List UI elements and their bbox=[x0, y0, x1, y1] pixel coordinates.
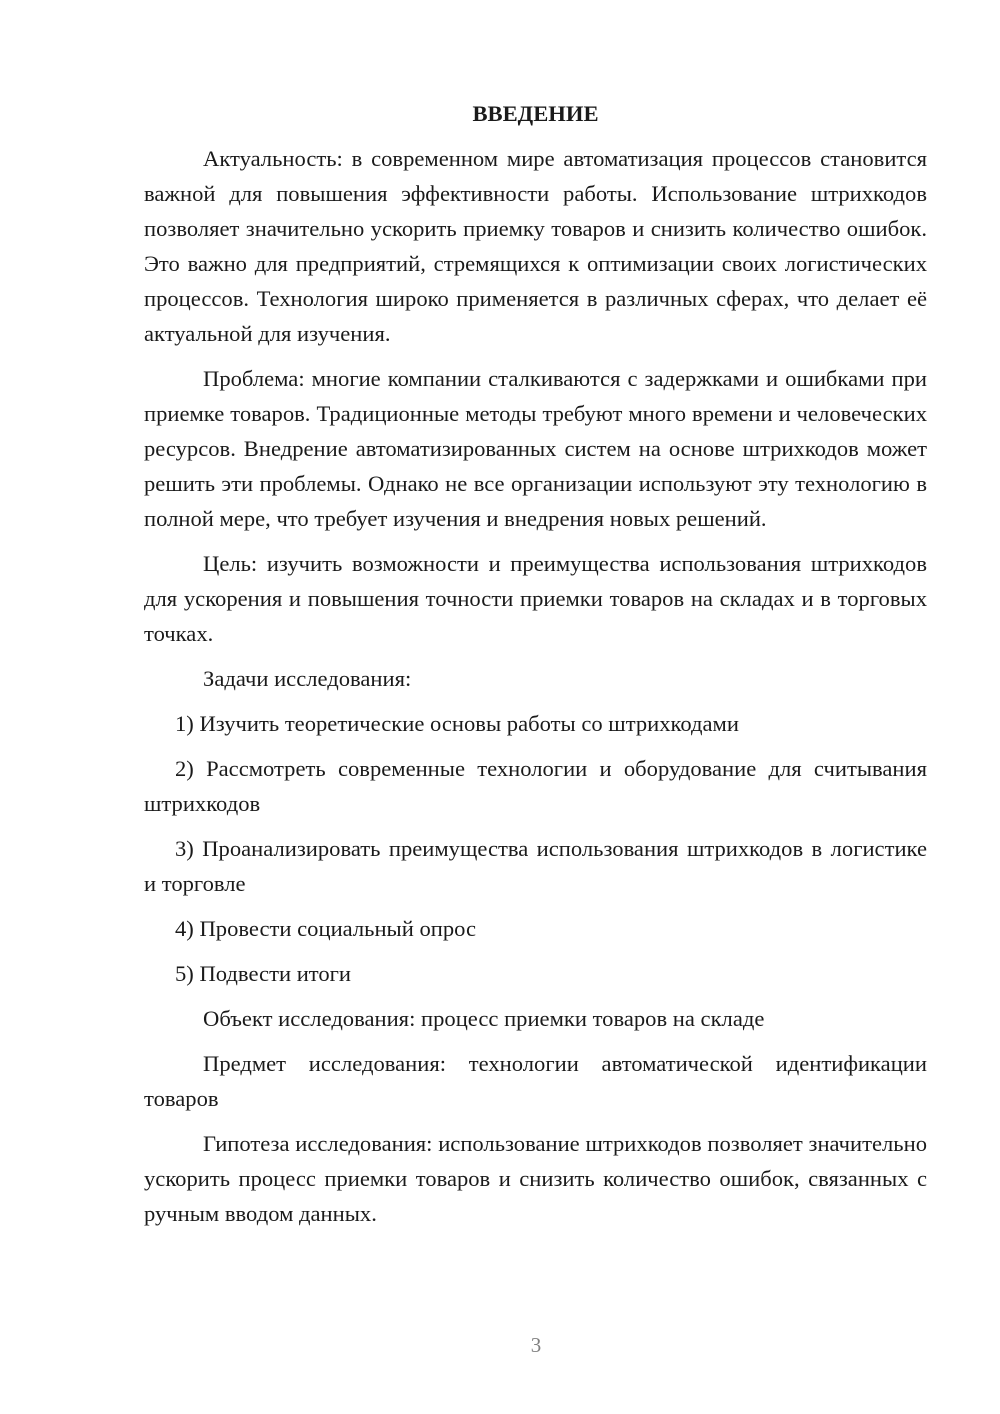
paragraph-tasks-heading: Задачи исследования: bbox=[203, 666, 412, 691]
task-item: 4) Провести социальный опрос bbox=[175, 916, 477, 941]
paragraph-subject: Предмет исследования: технологии автоматической идентификации товаров bbox=[144, 1051, 927, 1111]
task-item: 5) Подвести итоги bbox=[175, 961, 352, 986]
page-content bbox=[144, 96, 927, 1241]
paragraph-problem: Проблема: многие компании сталкиваются с задержками и ошибками при приемке товаров. Традиционные методы требуют много времени и человеческих ресурсов. Внедрение автоматизированных систем на основе штрихкодов может решить эти проблемы. Однако не все организации используют эту технологию в полной мере, что требует изучения и внедрения новых решений. bbox=[144, 366, 927, 531]
task-item: 3) Проанализировать преимущества использования штрихкодов в логистике и торговле bbox=[144, 836, 927, 896]
section-title: ВВЕДЕНИЕ bbox=[472, 101, 599, 126]
paragraph-object: Объект исследования: процесс приемки товаров на складе bbox=[203, 1006, 765, 1031]
paragraph-relevance: Актуальность: в современном мире автоматизация процессов становится важной для повышения эффективности работы. Использование штрихкодов позволяет значительно ускорить приемку товаров и снизить количество ошибок. Это важно для предприятий, стремящихся к оптимизации своих логистических процессов. Технология широко применяется в различных сферах, что делает её актуальной для изучения. bbox=[144, 146, 927, 346]
page-number: 3 bbox=[530, 1333, 542, 1357]
paragraph-hypothesis: Гипотеза исследования: использование штрихкодов позволяет значительно ускорить процесс приемки товаров и снизить количество ошибок, связанных с ручным вводом данных. bbox=[144, 1131, 927, 1226]
task-item: 2) Рассмотреть современные технологии и оборудование для считывания штрихкодов bbox=[144, 756, 927, 816]
task-item: 1) Изучить теоретические основы работы со штрихкодами bbox=[175, 711, 739, 736]
paragraph-goal: Цель: изучить возможности и преимущества использования штрихкодов для ускорения и повышения точности приемки товаров на складах и в торговых точках. bbox=[144, 551, 927, 646]
